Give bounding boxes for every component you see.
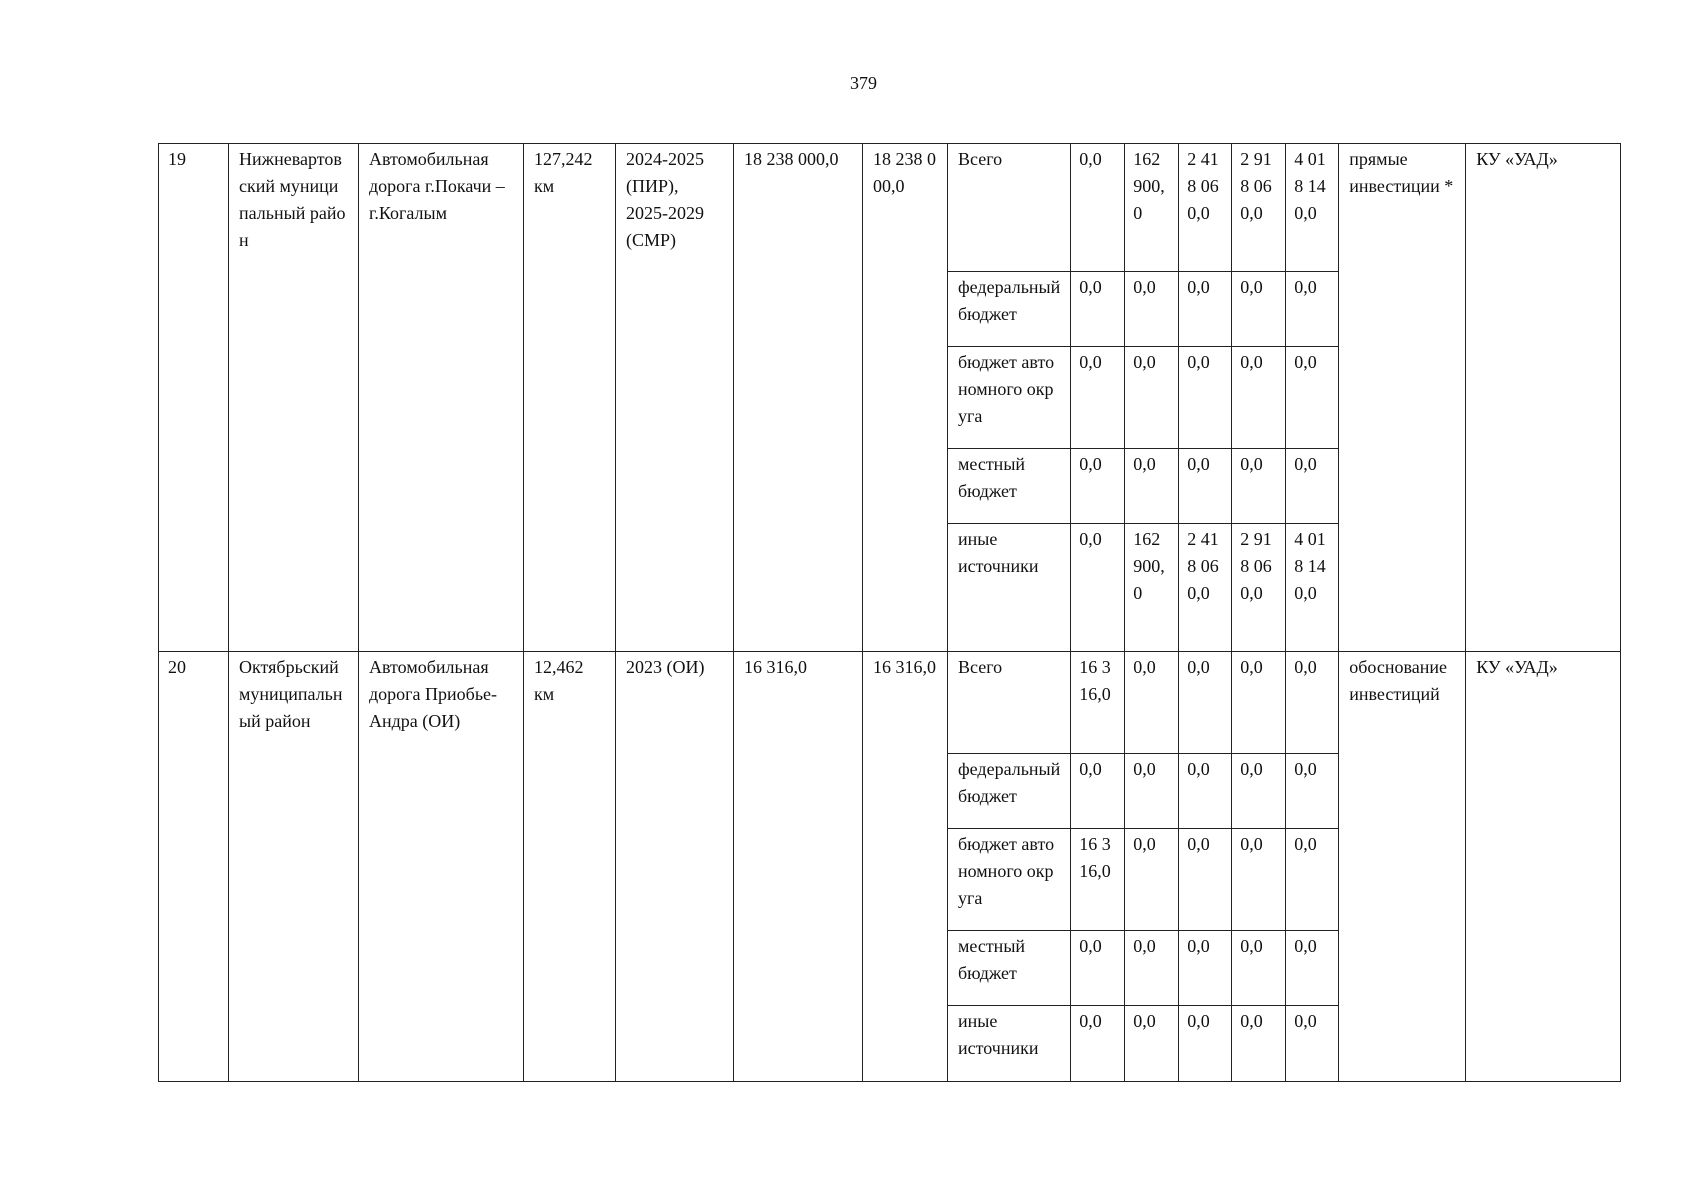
value-cell <box>1286 524 1339 652</box>
period-cell: 2023 (ОИ) <box>616 652 734 1082</box>
value-text: 2 418 060,0 <box>1187 529 1219 603</box>
row-number: 19 <box>159 144 229 652</box>
value-text: 0,0 <box>1187 936 1210 956</box>
estimated-cost-cell: 16 316,0 <box>734 652 863 1082</box>
value-cell <box>1179 347 1232 449</box>
value-text: 4 018 140,0 <box>1294 529 1326 603</box>
source-name-cell <box>948 347 1071 449</box>
value-text: 0,0 <box>1079 1011 1102 1031</box>
value-cell <box>1179 829 1232 931</box>
form-text: обоснование инвестиций <box>1349 657 1447 704</box>
value-cell <box>1232 829 1286 931</box>
remaining-cost-text: 16 316,0 <box>873 657 936 677</box>
value-cell <box>1125 1006 1179 1082</box>
remaining-cost-cell <box>863 652 948 1082</box>
value-text: 16 316,0 <box>1079 657 1111 704</box>
object-cell: Автомобильная дорога г.Покачи – г.Когалым <box>359 144 524 652</box>
municipality-cell <box>229 652 359 1082</box>
municipality-text: Нижневартовский муниципальный район <box>239 149 346 250</box>
value-text: 0,0 <box>1187 277 1210 297</box>
value-cell <box>1232 144 1286 272</box>
value-text: 2 918 060,0 <box>1240 149 1272 223</box>
source-name-cell: местный бюджет <box>948 931 1071 1006</box>
value-cell <box>1232 347 1286 449</box>
value-text: 0,0 <box>1187 1011 1210 1031</box>
value-text: 0,0 <box>1240 352 1263 372</box>
value-cell <box>1232 449 1286 524</box>
value-cell <box>1286 931 1339 1006</box>
value-text: 0,0 <box>1133 834 1156 854</box>
value-text: 0,0 <box>1240 454 1263 474</box>
value-text: 0,0 <box>1133 657 1156 677</box>
value-text: 0,0 <box>1240 936 1263 956</box>
value-text: 0,0 <box>1133 277 1156 297</box>
value-cell <box>1286 449 1339 524</box>
value-text: 0,0 <box>1079 529 1102 549</box>
value-text: 0,0 <box>1294 454 1317 474</box>
value-text: 0,0 <box>1187 759 1210 779</box>
estimated-cost-cell: 18 238 000,0 <box>734 144 863 652</box>
source-name-cell <box>948 829 1071 931</box>
value-text: 0,0 <box>1133 352 1156 372</box>
value-text: 0,0 <box>1294 657 1317 677</box>
municipality-text: Октябрьский муниципальный район <box>239 657 343 731</box>
source-name-cell: Всего <box>948 144 1071 272</box>
value-text: 0,0 <box>1240 277 1263 297</box>
municipality-cell <box>229 144 359 652</box>
form-cell <box>1339 652 1466 1082</box>
value-cell <box>1071 1006 1125 1082</box>
value-cell <box>1071 829 1125 931</box>
value-cell <box>1125 829 1179 931</box>
row-number: 20 <box>159 652 229 1082</box>
page-number: 379 <box>850 73 877 93</box>
value-text: 0,0 <box>1294 759 1317 779</box>
value-text: 2 918 060,0 <box>1240 529 1272 603</box>
value-text: 0,0 <box>1187 657 1210 677</box>
value-text: 0,0 <box>1240 1011 1263 1031</box>
source-name-cell: федеральный бюджет <box>948 272 1071 347</box>
value-cell <box>1179 754 1232 829</box>
value-text: 0,0 <box>1187 352 1210 372</box>
value-cell <box>1071 449 1125 524</box>
value-cell <box>1125 347 1179 449</box>
value-cell <box>1179 272 1232 347</box>
source-name-text: бюджет автономного округа <box>958 834 1055 908</box>
value-cell <box>1232 1006 1286 1082</box>
investment-table <box>158 143 1621 1082</box>
value-cell <box>1286 1006 1339 1082</box>
value-cell <box>1179 1006 1232 1082</box>
value-cell <box>1232 754 1286 829</box>
value-text: 0,0 <box>1240 834 1263 854</box>
remaining-cost-cell <box>863 144 948 652</box>
value-text: 0,0 <box>1187 454 1210 474</box>
value-cell <box>1232 931 1286 1006</box>
value-text: 0,0 <box>1079 277 1102 297</box>
value-cell <box>1125 272 1179 347</box>
value-text: 4 018 140,0 <box>1294 149 1326 223</box>
value-cell <box>1179 652 1232 754</box>
value-text: 0,0 <box>1187 834 1210 854</box>
value-cell <box>1125 524 1179 652</box>
value-cell <box>1071 652 1125 754</box>
value-text: 162 900,0 <box>1133 149 1165 223</box>
value-cell <box>1071 347 1125 449</box>
value-cell <box>1179 524 1232 652</box>
form-cell: прямые инвестиции * <box>1339 144 1466 652</box>
value-text: 0,0 <box>1294 352 1317 372</box>
value-cell <box>1286 652 1339 754</box>
value-text: 0,0 <box>1079 936 1102 956</box>
capacity-cell: 127,242 км <box>524 144 616 652</box>
value-text: 0,0 <box>1133 936 1156 956</box>
value-text: 0,0 <box>1079 454 1102 474</box>
customer-cell: КУ «УАД» <box>1466 144 1621 652</box>
value-cell <box>1071 931 1125 1006</box>
value-cell <box>1125 144 1179 272</box>
source-name-cell: иные источники <box>948 524 1071 652</box>
value-cell <box>1179 144 1232 272</box>
value-cell <box>1125 754 1179 829</box>
value-cell <box>1071 524 1125 652</box>
table-row <box>159 652 1621 754</box>
value-text: 0,0 <box>1240 759 1263 779</box>
value-text: 0,0 <box>1079 149 1102 169</box>
value-text: 16 316,0 <box>1079 834 1111 881</box>
table-row <box>159 144 1621 272</box>
value-cell <box>1071 754 1125 829</box>
source-name-cell: иные источники <box>948 1006 1071 1082</box>
source-name-cell: местный бюджет <box>948 449 1071 524</box>
value-cell <box>1232 652 1286 754</box>
value-text: 0,0 <box>1079 759 1102 779</box>
value-cell <box>1286 272 1339 347</box>
value-text: 0,0 <box>1133 454 1156 474</box>
value-cell <box>1125 449 1179 524</box>
customer-cell: КУ «УАД» <box>1466 652 1621 1082</box>
value-cell <box>1232 272 1286 347</box>
source-name-cell: федеральный бюджет <box>948 754 1071 829</box>
value-cell <box>1286 144 1339 272</box>
value-cell <box>1286 829 1339 931</box>
value-text: 0,0 <box>1133 759 1156 779</box>
value-text: 2 418 060,0 <box>1187 149 1219 223</box>
value-text: 0,0 <box>1133 1011 1156 1031</box>
value-text: 162 900,0 <box>1133 529 1165 603</box>
value-cell <box>1071 272 1125 347</box>
value-text: 0,0 <box>1294 834 1317 854</box>
value-cell <box>1232 524 1286 652</box>
object-cell: Автомобильная дорога Приобье-Андра (ОИ) <box>359 652 524 1082</box>
period-cell: 2024-2025 (ПИР), 2025-2029 (СМР) <box>616 144 734 652</box>
value-cell <box>1179 931 1232 1006</box>
value-cell <box>1179 449 1232 524</box>
source-name-text: бюджет автономного округа <box>958 352 1055 426</box>
source-name-cell: Всего <box>948 652 1071 754</box>
value-cell <box>1071 144 1125 272</box>
value-cell <box>1125 931 1179 1006</box>
value-cell <box>1286 347 1339 449</box>
value-text: 0,0 <box>1294 277 1317 297</box>
value-text: 0,0 <box>1294 936 1317 956</box>
value-text: 0,0 <box>1079 352 1102 372</box>
capacity-cell: 12,462 км <box>524 652 616 1082</box>
value-text: 0,0 <box>1294 1011 1317 1031</box>
value-text: 0,0 <box>1240 657 1263 677</box>
value-cell <box>1125 652 1179 754</box>
value-cell <box>1286 754 1339 829</box>
remaining-cost-text: 18 238 000,0 <box>873 149 936 196</box>
